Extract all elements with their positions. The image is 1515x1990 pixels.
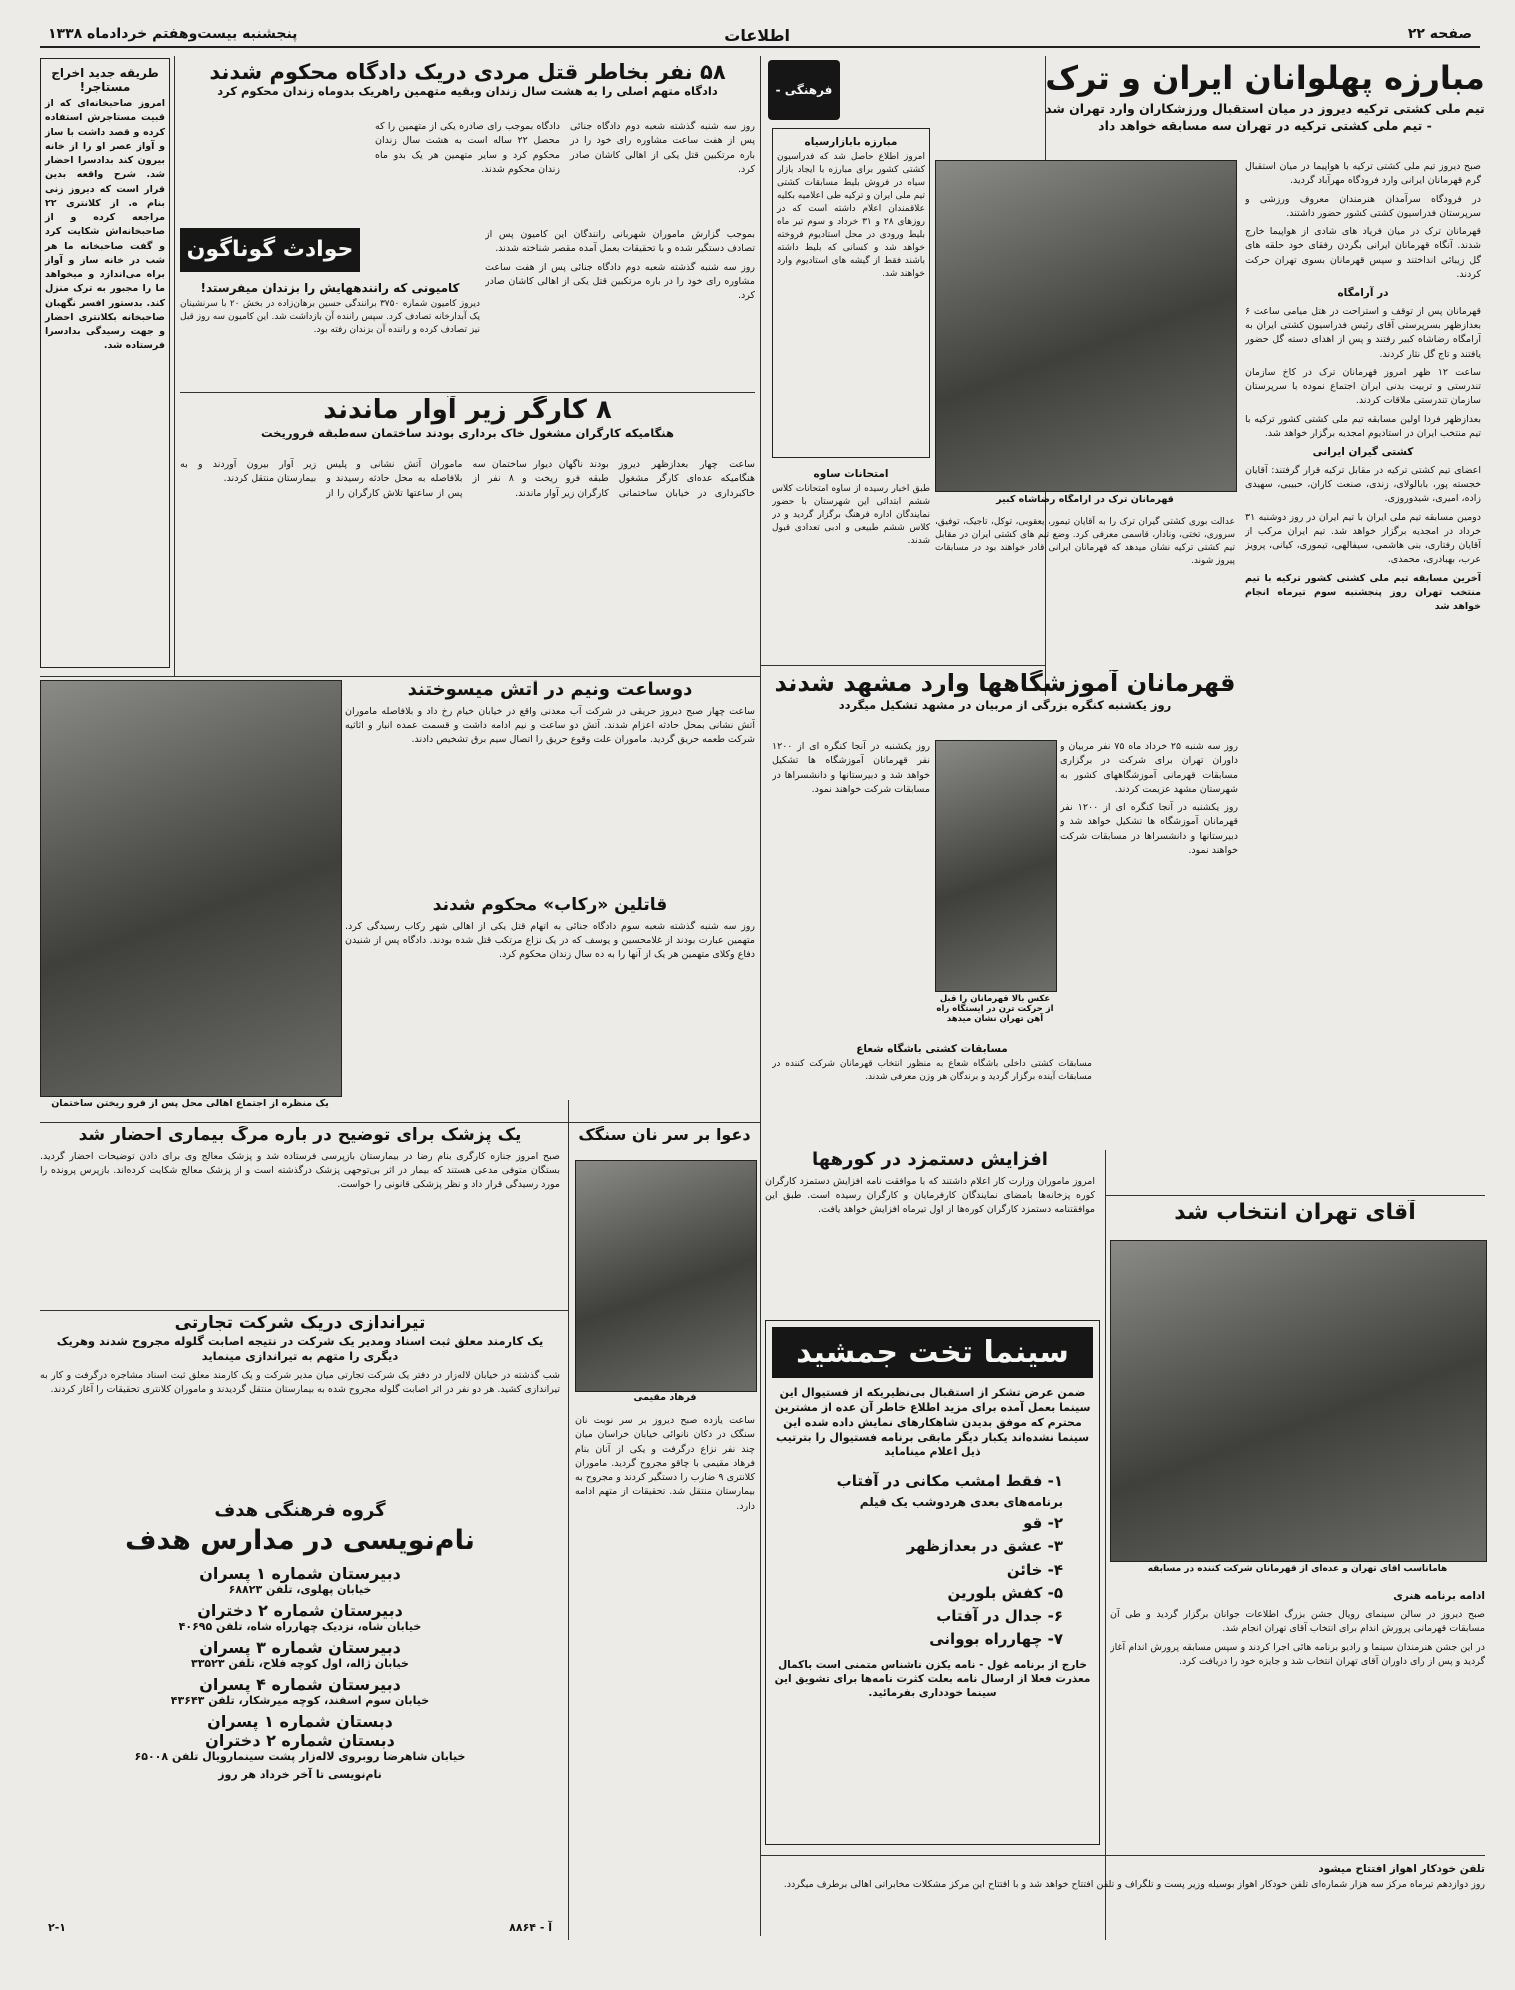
- verdict-title-block: [180, 60, 755, 116]
- rekab-article: [345, 896, 755, 1116]
- paragraph: ماموران آتش نشانی و پلیس بلافاصله به محل حادثه رسیدند و پس از ساعتها تلاش کارگران را از زیر آوار بیرون آوردند و به بیمارستان منتقل کردند.: [180, 459, 463, 499]
- cinema-program: [772, 1470, 1093, 1651]
- article-title: افزایش دستمزد در کورهها: [812, 1150, 1048, 1170]
- article-body: روز سه شنبه گذشته شعبه سوم دادگاه جنائی به اتهام قتل یکی از اهالی شهر رکاب رسیدگی کرد. متهمین عبارت بودند از غلامحسین و یوسف که در یک نزاع مرتکب قتل شده بودند. دادگاه پس از شنیدن دفاع وکلای متهمین هر یک از آنها را به ده سال زندان محکوم کرد.: [345, 920, 755, 961]
- school-name: دبیرستان شماره ۲ دختران: [197, 1601, 403, 1620]
- school-address: خیابان شاه، نزدیک چهارراه شاه، تلفن ۴۰۶۹۵: [178, 1620, 422, 1633]
- program-item: ۴- خائن: [1006, 1560, 1063, 1579]
- paragraph: قهرمانان ترک در میان فریاد های شادی از هواپیما خارج شدند. آنگاه قهرمانان ایرانی بگردن رفقای خود حلقه های گل زیبائی انداختند و سپس قهرمانان بسوی تهران حرکت کردند.: [1245, 226, 1481, 280]
- program-item: ۷- چهارراه بووانی: [929, 1630, 1063, 1649]
- article-subtitle: دادگاه متهم اصلی را به هشت سال زندان وبقیه متهمین راهریک بدوماه زندان محکوم کرد: [217, 84, 718, 99]
- school-name: دبیرستان شماره ۳ پسران: [199, 1638, 401, 1657]
- box-body: امروز صاحبخانه‌ای که از قبیت مستاجرش استفاده کرده و قصد داشت با ساز و آواز عصر او را از خانه بیرون کند بدادسرا احضار شد. شرح واقعه بدین قرار است که دیروز زنی بنام ه. از کلانتری ۲۲ مراجعه کرده و از صاحبخانه‌اش شکایت کرد و گفت صاحبخانه ما هر شب در خانه ساز و آواز براه می‌اندازد و میخواهد ما را مجبور به ترک منزل کند. بدستور افسر نگهبان صاحبخانه بکلانتری احضار و جهت رسیدگی بدادسرا فرستاده شد.: [45, 98, 165, 352]
- paragraph: صبح دیروز در سالن سینمای رویال جشن بزرگ اطلاعات جوانان برگزار گردید و طی آن مسابقات قهرمانی پرورش اندام برای انتخاب آقای تهران انجام شد.: [1110, 1609, 1485, 1635]
- mashhad-title-block: [760, 670, 1250, 736]
- paragraph: آخرین مسابقه تیم ملی کشتی کشور ترکیه با تیم منتخب تهران روز پنجشنبه سوم تیرماه انجام خواهد شد: [1245, 572, 1481, 612]
- article-title: ۸ کارگر زیر آوار ماندند: [323, 396, 612, 425]
- events-body: [485, 228, 755, 388]
- article-title: قاتلین «رکاب» محکوم شدند: [432, 896, 668, 915]
- ad-heading: گروه فرهنگی هدف: [214, 1500, 386, 1521]
- article-title: دوساعت ونیم در آتش میسوختند: [407, 680, 693, 700]
- section-heading: در آرامگاه: [1337, 287, 1389, 299]
- article-body: صبح امروز جنازه کارگری بنام رضا در بیمارستان بازپرسی فرستاده شد و پزشک معالج وی برای دادن توضیحات احضار گردید. بستگان متوفی مدعی هستند که بیمار در اثر بی‌توجهی پزشک درگذشته است و از پزشک معالج شکایت کرده‌اند. بازپرس پرونده را مورد رسیدگی قرار داد و نظر پزشکی قانونی را خواست.: [40, 1150, 560, 1191]
- page-number: صفحه ۲۲: [1407, 26, 1472, 42]
- photo-bodybuilders: [1110, 1240, 1487, 1562]
- mashhad-body: [1060, 740, 1238, 1030]
- page-header: [40, 22, 1480, 48]
- paragraph: بموجب گزارش ماموران شهربانی رانندگان این کامیون پس از تصادف دستگیر شده و با تحقیقات بعمل آمده مقصر شناخته شدند.: [485, 229, 755, 255]
- column-code: ۲-۱: [48, 1921, 66, 1934]
- cinema-footer: خارج از برنامه غول - نامه یکزن ناشناس متمنی است باکمال معذرت فعلا از ارسال نامه بعلت کثرت نامه‌ها برای تشویق این سینما خودداری بفرمائید.: [774, 1658, 1091, 1699]
- cinema-ad: [765, 1320, 1100, 1845]
- eviction-box: [40, 58, 170, 668]
- school-name: دبستان شماره ۱ پسران: [207, 1712, 393, 1731]
- article-subtitle: روز یکشنبه کنگره بزرگی از مربیان در مشهد تشکیل میگردد: [838, 697, 1172, 712]
- article-title: یک پزشک برای توضیح در باره مرگ بیماری احضار شد: [78, 1126, 522, 1145]
- paragraph: در این جشن هنرمندان سینما و رادیو برنامه هائی اجرا کردند و سپس مسابقه پرورش اندام آغاز گردید و پس از رای داوران آقای تهران انتخاب شد و جایزه خود را دریافت کرد.: [1110, 1641, 1485, 1667]
- ad-code: آ - ۸۸۶۴: [509, 1921, 552, 1934]
- paragraph: قهرمانان پس از توقف و استراحت در هتل میامی ساعت ۶ بعدازظهر بسرپرستی آقای رئیس فدراسیون کشتی ایران به آرامگاه رضاشاه کبیر رفتند و پس از اهدای دسته گل حضور یافتند و تاج گل نثار کردند.: [1245, 305, 1481, 360]
- ad-footer: نام‌نویسی تا آخر خرداد هر روز: [218, 1768, 382, 1781]
- culture-sports-logo: فرهنگی -: [760, 60, 840, 124]
- mr-tehran-body: [1110, 1608, 1485, 1848]
- photo-caption: فرهاد مقیمی: [633, 1392, 697, 1403]
- paragraph: ساعت چهار بعدازظهر دیروز هنگامیکه عده‌ای کارگر مشغول خاکبرداری در خیابان ساختمانی بودند ناگهان دیوار ساختمان سه طبقه فرو ریخت و ۸ نفر از کارگران زیر آوار ماندند.: [472, 459, 755, 499]
- section-heading: ادامه برنامه هنری: [1393, 1590, 1485, 1602]
- program-heading-wrap: [1110, 1586, 1485, 1606]
- program-item: ۳- عشق در بعدازظهر: [906, 1537, 1063, 1556]
- section-heading: امتحانات ساوه: [813, 468, 889, 480]
- paragraph: در فرودگاه سرآمدان هنرمندان معروف ورزشی و سرپرستان فدراسیون کشتی کشور حضور داشتند.: [1245, 193, 1481, 219]
- shoa-club-wrestling: [772, 1040, 1092, 1150]
- main-article-body: [1245, 160, 1481, 1190]
- program-item: ۶- جدال در آفتاب: [936, 1607, 1063, 1626]
- ad-banner: نام‌نویسی در مدارس هدف: [125, 1525, 475, 1556]
- newspaper-name: اطلاعات: [724, 26, 790, 45]
- section-heading: کشتی گیران ایرانی: [1312, 446, 1414, 458]
- article-subtitle: یک کارمند معلق ثبت اسناد ومدیر یک شرکت در نتیجه اصابت گلوله مجروح شدند وهریک دیگری را متهم به تیراندازی مینماید: [56, 1333, 544, 1364]
- box-title: مبارزه بابازارسیاه: [804, 136, 898, 148]
- issue-date: پنجشنبه بیست‌وهفتم خردادماه ۱۳۳۸: [48, 26, 298, 42]
- program-item: ۱- فقط امشب مکانی در آفتاب: [836, 1472, 1063, 1491]
- paragraph: روز سه شنبه گذشته شعبه دوم دادگاه جنائی پس از هفت ساعت مشاوره رای خود را در باره مرتکبین قتل یکی از اهالی کاشان صادر کرد.: [485, 261, 755, 301]
- photo-turkish-wrestlers-mausoleum: [935, 160, 1237, 492]
- article-title: کامیونی که رانندههایش را بزندان میفرستد!: [200, 281, 460, 295]
- photo-caption: قهرمانان ترک در آرامگاه رضاشاه کبیر: [996, 494, 1174, 505]
- article-body: دیروز کامیون شماره ۳۷۵۰ برانندگی حسین برهان‌زاده در بخش ۲۰ با سرنشینان یک آبدارخانه تصادف کرد. سپس راننده آن بازداشت شد. این کامیون سه روز قبل نیز تصادف کرده و راننده آن بزندان رفته بود.: [180, 299, 480, 336]
- article-title: ۵۸ نفر بخاطر قتل مردی دریک دادگاه محکوم شدند: [209, 60, 726, 84]
- sangak-body: [575, 1414, 755, 1934]
- school-address: خیابان شاهرضا روبروی لاله‌زار پشت سینمارویال تلفن ۶۵۰۰۸: [134, 1750, 466, 1763]
- paragraph: دادگاه بموجب رای صادره یکی از متهمین را که محصل ۲۲ ساله است به هشت سال زندان محکوم کرد و سایر متهمین هر یک بدو ماه زندان محکوم شدند.: [375, 121, 560, 175]
- photo-caption: عکس بالا قهرمانان را قبل از حرکت ترن در ایستگاه راه آهن تهران نشان میدهد: [936, 994, 1054, 1024]
- article-subtitle: هنگامیکه کارگران مشغول خاک برداری بودند ساختمان سه‌طبقه فروریخت: [261, 425, 674, 440]
- cinema-name: سینما تخت جمشید: [772, 1327, 1093, 1378]
- various-events-banner: حوادث گوناگون: [180, 228, 360, 272]
- box-body: امروز اطلاع حاصل شد که فدراسیون کشتی کشور برای مبارزه با ایجاد بازار سیاه در فروش بلیط مسابقات کشتی تیم ملی ایران و ترکیه طی اعلامیه بکلیه علاقمندان اعلام داشته است که در روزهای ۲۸ و ۳۱ خرداد و سوم تیر ماه بلیط ورودی در محل استادیوم فروخته خواهد شد و کسانی که بلیط داشته باشند فقط از گیشه های استادیوم وارد خواهند شد.: [777, 152, 925, 280]
- school-address: خیابان پهلوی، تلفن ۶۸۸۲۳: [228, 1583, 372, 1596]
- program-item: ۲- قو: [1023, 1514, 1063, 1533]
- program-item: برنامه‌های بعدی هردوشب یک فیلم: [859, 1495, 1063, 1510]
- shooting-article: [40, 1314, 560, 1494]
- doctor-article: [40, 1126, 560, 1306]
- school-address: خیابان ژاله، اول کوچه فلاح، تلفن ۳۳۵۲۳: [191, 1657, 409, 1670]
- photo-train-station: [935, 740, 1057, 992]
- article-title: قهرمانان آموزشگاهها وارد مشهد شدند: [774, 670, 1236, 697]
- paragraph: روز یکشنبه در آنجا کنگره ای از ۱۲۰۰ نفر قهرمانان آموزشگاه ها تشکیل خواهد شد و دبیرستانها و دانشسراها در مسابقات شرکت خواهند نمود.: [772, 741, 930, 795]
- main-article-title-block: [1045, 60, 1485, 150]
- program-item: ۵- کفش بلورین: [947, 1583, 1063, 1602]
- main-article-title: مبارزه پهلوانان ایران و ترک: [1045, 60, 1485, 97]
- photo-crowd-collapse: [40, 680, 342, 1097]
- article-body: امروز ماموران وزارت کار اعلام داشتند که با موافقت نامه افزایش دستمزد کارگران کوره پزخانه‌ها بامضای نمایندگان کارفرمایان و کارگران رسیده است. طبق این موافقتنامه دستمزد کارگران کوره‌ها از اول تیرماه افزایش خواهد یافت.: [765, 1175, 1095, 1216]
- photo-caption: هاماناسب آقای تهران و عده‌ای از قهرمانان شرکت کننده در مسابقه: [1147, 1564, 1448, 1574]
- paragraph: صبح دیروز تیم ملی کشتی ترکیه با هواپیما در میان استقبال گرم قهرمانان ایرانی وارد فرودگاه مهرآباد گردید.: [1245, 161, 1481, 187]
- paragraph: روز سه شنبه گذشته شعبه دوم دادگاه جنائی پس از هفت ساعت مشاوره رای خود را در باره مرتکبین قتل یکی از اهالی کاشان صادر کرد.: [570, 121, 755, 175]
- hadaf-school-ad: [40, 1500, 560, 1940]
- paragraph: اعضای تیم کشتی ترکیه در مقابل ترکیه قرار گرفتند: آقایان خجسته پور، بابالولای، زندی، صنعت کاران، حبیبی، سهیدی زاده، امیری، شیدوروزی.: [1245, 464, 1481, 505]
- truck-article: [180, 278, 480, 388]
- main-article-subtitle: تیم ملی کشتی ترکیه دیروز در میان استقبال ورزشکاران وارد تهران شد - تیم ملی کشتی ترکیه در تهران سه مسابقه خواهد داد: [1045, 100, 1485, 133]
- photo-article-body: عدالت بوری کشتی گیران ترک را به آقایان تیمور، یعقوبی، توکل، تاجیک، توفیق، سروری، تختی، ونادار، قاسمی معرفی کرد. وضع تیم های کشتی ایران در مقابل تیم کشتی ترکیه نشان میدهد که قهرمانان ایرانی قادر خواهند بود در مسابقات پیروز شوند.: [935, 517, 1235, 567]
- paragraph: ساعت یازده صبح دیروز بر سر نوبت نان سنگک در دکان نانوائی خیابان خراسان میان چند نفر نزاع درگرفت و یکی از آنان بنام فرهاد مقیمی با چاقو مجروح گردید. ماموران کلانتری ۹ ضارب را دستگیر کردند و مجروح به بیمارستان منتقل شد. تحقیقات از متهم ادامه دارد.: [575, 1415, 755, 1512]
- cinema-intro: ضمن عرض تشکر از استقبال بی‌نظیریکه از فستیوال این سینما بعمل آمده برای مزید اطلاع خاطر آن عده از مشترین محترم که موفق بدیدن شاهکارهای نمایش داده شده این سینما نشده‌اند یکبار دیگر مابقی برنامه فستیوال را بترتیب ذیل اعلام میناماید: [774, 1386, 1091, 1459]
- mr-tehran-title: آقای تهران انتخاب شد: [1174, 1200, 1416, 1225]
- workers-title-block: [180, 396, 755, 456]
- paragraph: روز سه شنبه ۲۵ خرداد ماه ۷۵ نفر مربیان و داوران تهران برای شرکت در برگزاری مسابقات قهرمانی آموزشگاههای کشور به شهرستان مشهد عزیمت کردند.: [1060, 741, 1238, 795]
- paragraph: ساعت ۱۲ ظهر امروز قهرمانان ترک در کاخ سازمان تندرستی و تربیت بدنی ایران اجتماع نموده با سرپرستان سازمان تندرستی ملاقات کردند.: [1245, 366, 1481, 407]
- paragraph: روز یکشنبه در آنجا کنگره ای از ۱۲۰۰ نفر قهرمانان آموزشگاه ها تشکیل خواهد شد و دبیرستانها و دانشسراها در مسابقات شرکت خواهند نمود.: [1060, 802, 1238, 856]
- fire-article: [345, 680, 755, 890]
- article-body: شب گذشته در خیابان لاله‌زار در دفتر یک شرکت تجارتی میان مدیر شرکت و یک کارمند معلق ثبت اسناد مشاجره درگرفت و کار به تیراندازی کشید. هر دو نفر در اثر اصابت گلوله مجروح شده به بیمارستان منتقل گردیدند و ماموران کلانتری تحقیقات را آغاز کردند.: [40, 1369, 560, 1395]
- black-market-box: [772, 128, 930, 458]
- section-heading: مسابقات کشتی باشگاه شعاع: [856, 1043, 1008, 1055]
- ahvaz-phone: [765, 1860, 1485, 1940]
- paragraph: دومین مسابقه تیم ملی ایران با تیم ایران در روز دوشنبه ۳۱ خرداد در امجدیه برگزار خواهد شد. تیم ایران مرکب از آقایان رفتاری، بنی هاشمی، سیفالهی، تیموری، کیانی، پرویز عرب، بهبادری، محمدی.: [1245, 511, 1481, 566]
- kiln-wages: [765, 1150, 1095, 1310]
- school-name: دبستان شماره ۲ دختران: [205, 1731, 395, 1750]
- article-title: تیراندازی دریک شرکت تجارتی: [174, 1314, 426, 1333]
- section-body: مسابقات کشتی داخلی باشگاه شعاع به منظور انتخاب قهرمانان شرکت کننده در مسابقات آینده برگزار گردید و برندگان هر وزن معرفی شدند.: [772, 1059, 1092, 1083]
- workers-body: [180, 458, 755, 673]
- school-name: دبیرستان شماره ۱ پسران: [199, 1564, 401, 1583]
- article-body: ساعت چهار صبح دیروز حریقی در شرکت آب معدنی واقع در خیابان خیام رخ داد و بلافاصله ماموران آتش نشانی بمحل حادثه اعزام شدند. آتش دو ساعت و نیم ادامه داشت و قسمت عمده انبار و اثاثیه شرکت طعمه حریق گردید. ماموران علت وقوع حریق را اتصال سیم برق تشخیص دادند.: [345, 705, 755, 746]
- box-title: طریقه جدید اخراج مستاجر!: [51, 66, 159, 94]
- article-title: دعوا بر سر نان سنگک: [578, 1126, 751, 1144]
- verdict-body: [180, 120, 755, 225]
- school-address: خیابان سوم اسفند، کوچه میرشکار، تلفن ۴۳۶۴۳: [170, 1694, 430, 1707]
- section-body: روز دوازدهم تیرماه مرکز سه هزار شماره‌ای تلفن خودکار اهواز بوسیله وزیر پست و تلگراف و تلفن افتتاح خواهد شد و با افتتاح این مرکز مشکلات مخابراتی اهالی برطرف میگردد.: [783, 1879, 1485, 1890]
- section-heading: تلفن خودکار اهواز افتتاح میشود: [1318, 1863, 1485, 1875]
- section-body: طبق اخبار رسیده از ساوه امتحانات کلاس ششم ابتدائی این شهرستان با حضور نمایندگان اداره فرهنگ برگزار گردید و در کلاس ششم طبیعی و ادبی تعدادی قبول شدند.: [772, 484, 930, 547]
- photo-caption: یک منظره از اجتماع اهالی محل پس از فرو ریختن ساختمان: [51, 1098, 329, 1109]
- paragraph: بعدازظهر فردا اولین مسابقه تیم ملی کشتی کشور ترکیه با تیم منتخب ایران در استادیوم امجدیه برگزار خواهد شد.: [1245, 413, 1481, 439]
- saveh-exams: [772, 465, 930, 685]
- sangak-title-wrap: [572, 1126, 757, 1158]
- school-name: دبیرستان شماره ۴ پسران: [199, 1675, 401, 1694]
- mashhad-body-2: [772, 740, 930, 1040]
- photo-farhad-moghimi: [575, 1160, 757, 1392]
